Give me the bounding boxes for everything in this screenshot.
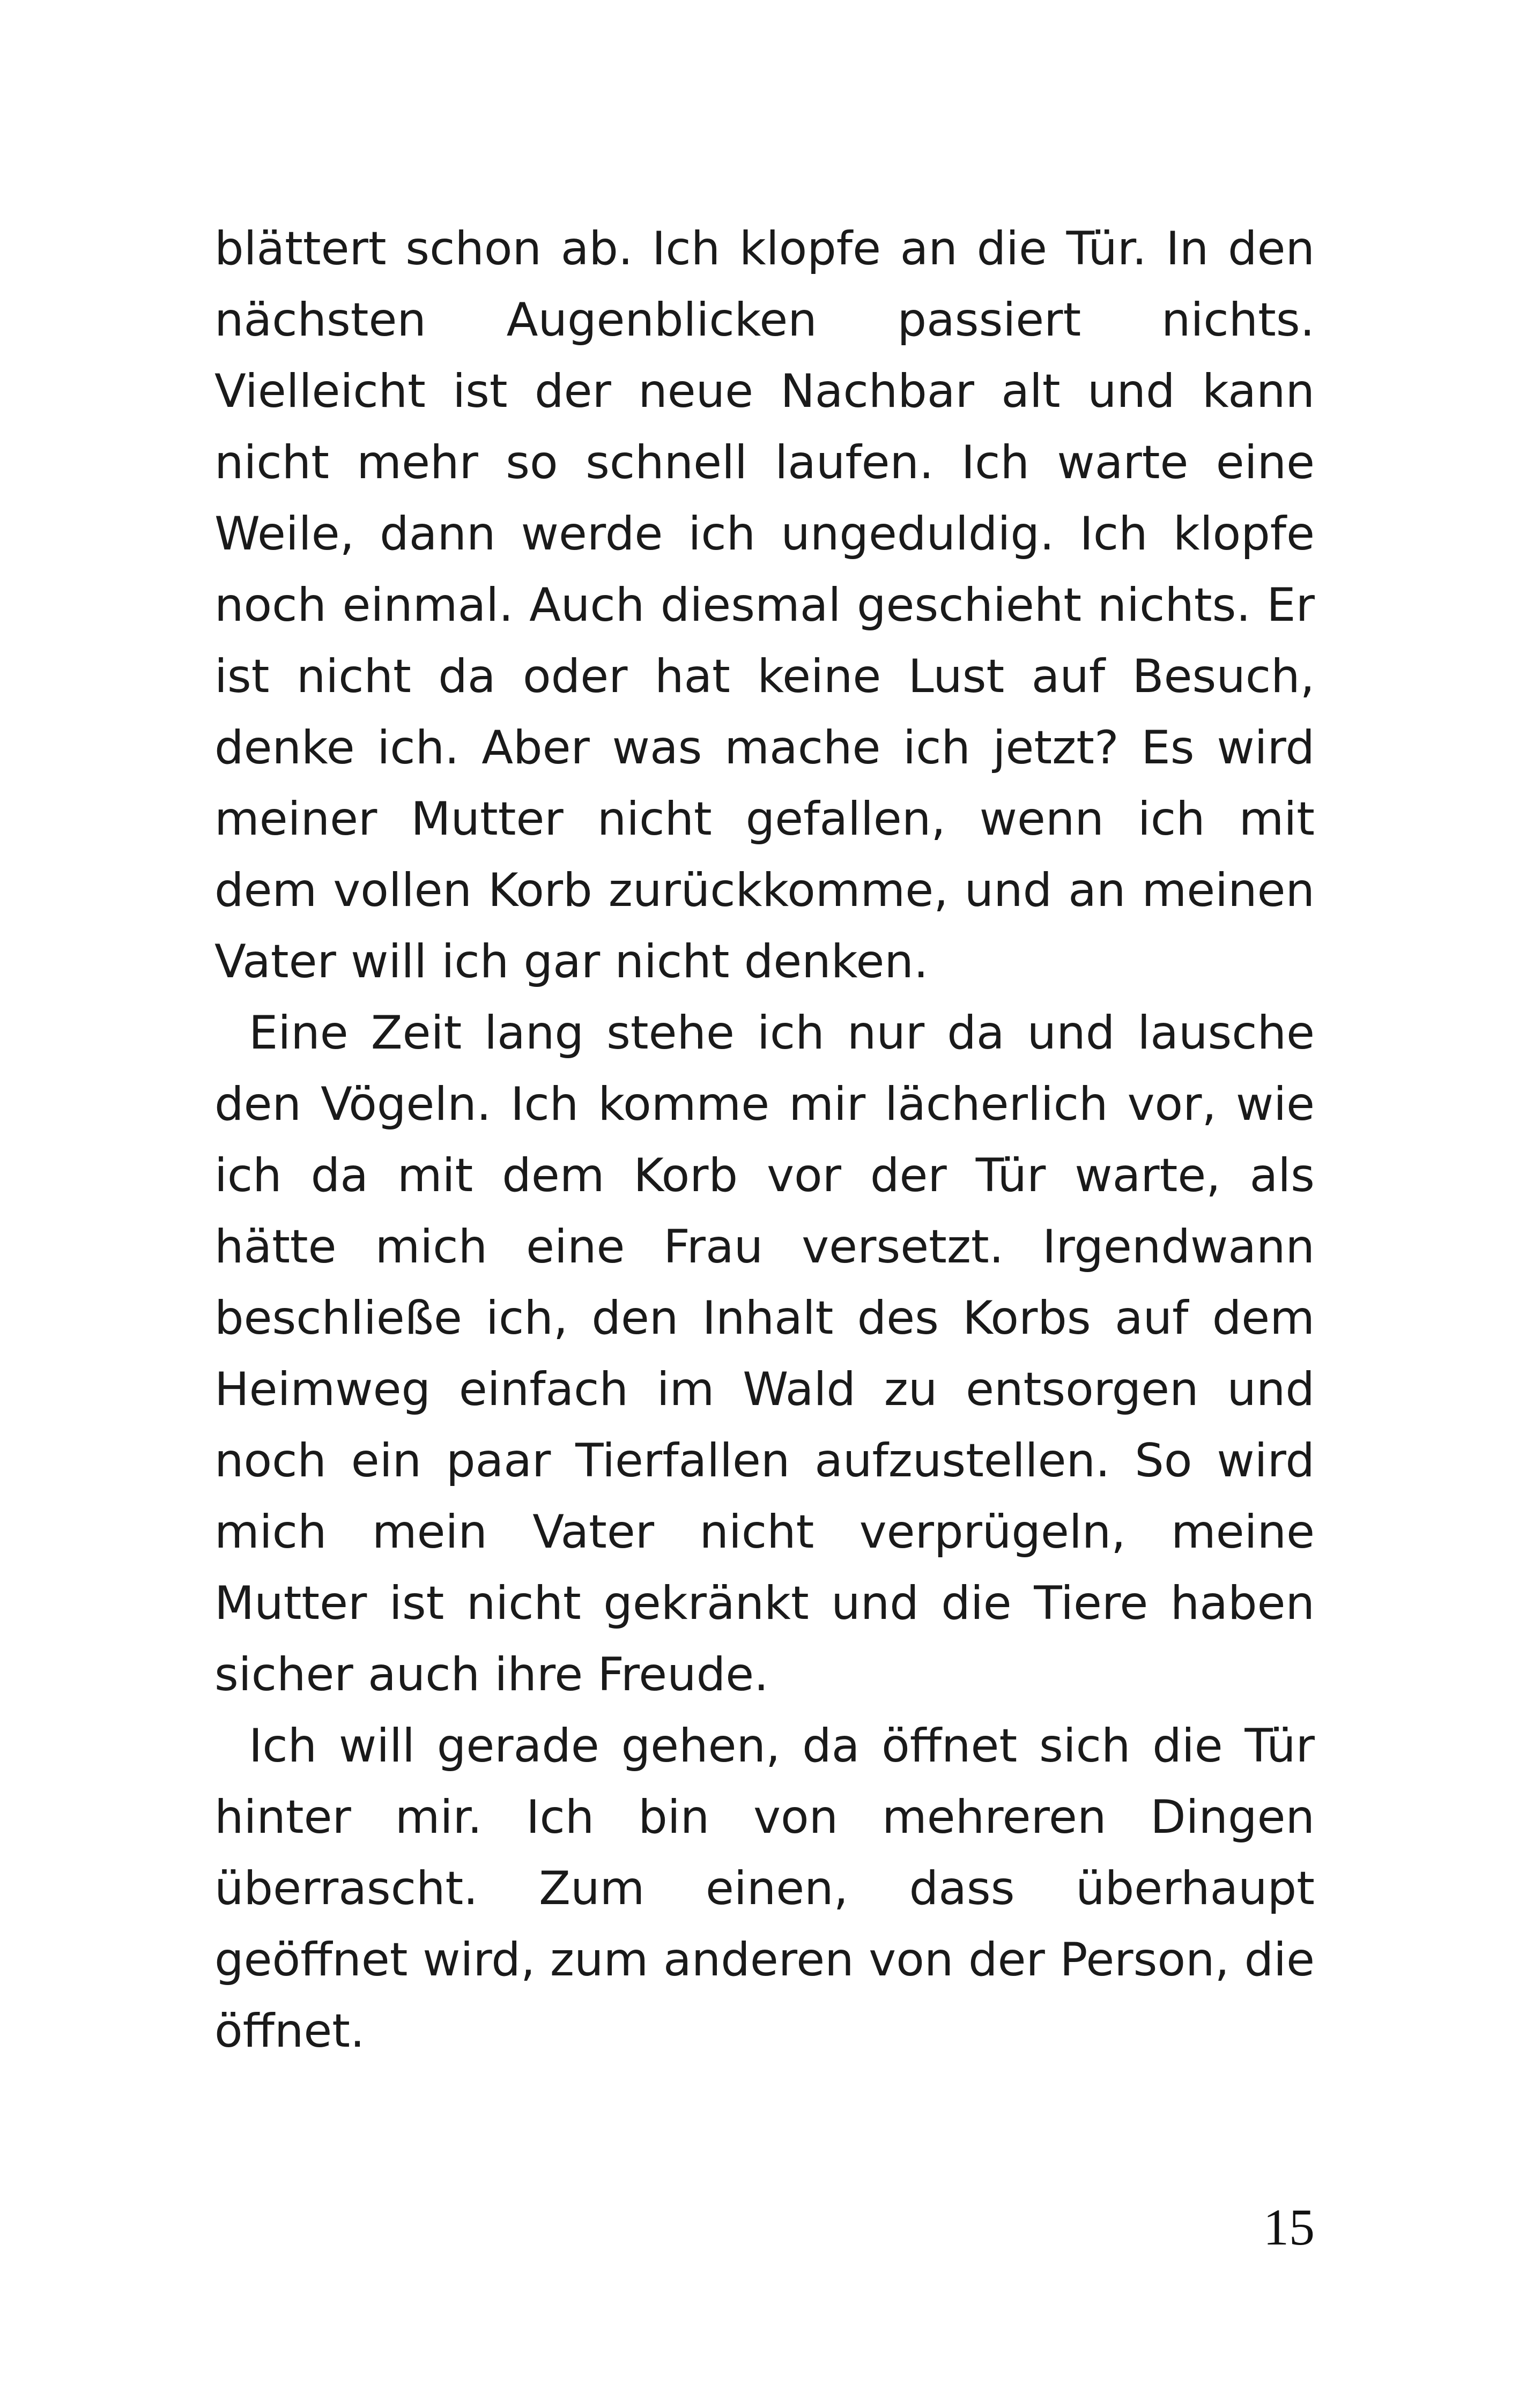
paragraph-2: Eine Zeit lang stehe ich nur da und lausche den Vögeln. Ich komme mir lächerlich vor, wie ich da mit dem Korb vor der Tür warte, als hätte mich eine Frau versetzt. Irgendwann beschließe ich, den Inhalt des Korbs auf dem Heimweg einfach im Wald zu entsorgen und noch ein paar Tierfallen aufzustellen. So wird mich mein Vater nicht verprügeln, meine Mutter ist nicht gekränkt und die Tiere haben sicher auch ihre Freude.	[214, 1006, 1315, 1701]
paragraph-3: Ich will gerade gehen, da öffnet sich die Tür hinter mir. Ich bin von mehreren Dingen überrascht. Zum einen, dass überhaupt geöffnet wird, zum anderen von der Person, die öffnet.	[214, 1719, 1315, 2058]
body-text	[214, 213, 1315, 2067]
paragraph-1: blättert schon ab. Ich klopfe an die Tür. In den nächsten Augenblicken passiert nichts. Vielleicht ist der neue Nachbar alt und kann nicht mehr so schnell laufen. Ich warte eine Weile, dann werde ich ungeduldig. Ich klopfe noch einmal. Auch diesmal geschieht nichts. Er ist nicht da oder hat keine Lust auf Besuch, denke ich. Aber was mache ich jetzt? Es wird meiner Mutter nicht gefallen, wenn ich mit dem vollen Korb zurückkomme, und an meinen Vater will ich gar nicht denken.	[214, 222, 1315, 989]
page-number: 15	[1263, 2198, 1315, 2256]
